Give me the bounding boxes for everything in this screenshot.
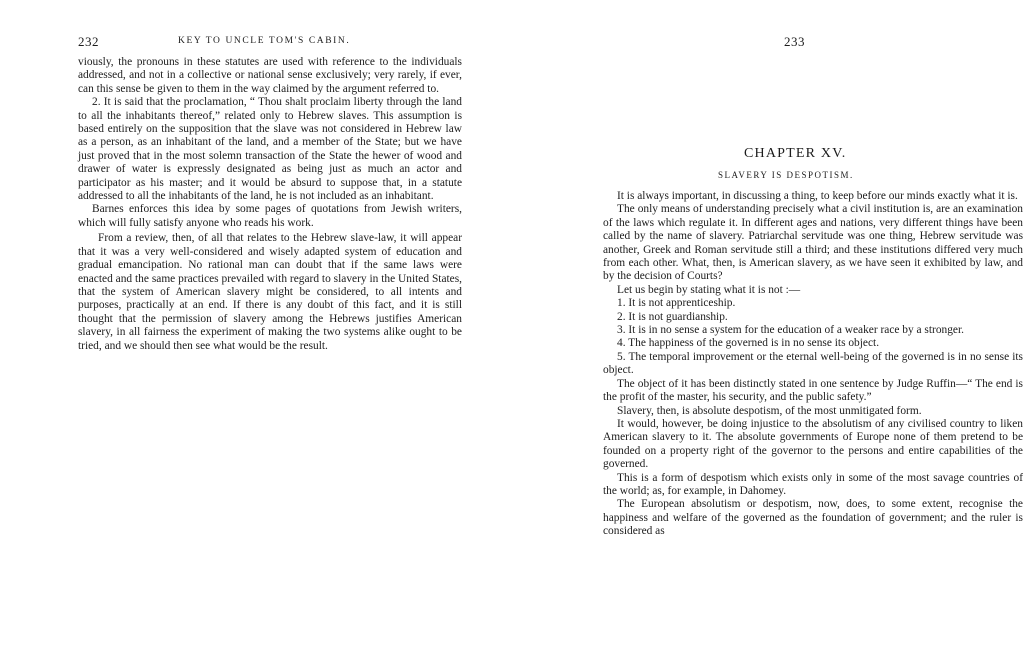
paragraph: It would, however, be doing injustice to the absolutism of any civilised country to liken American slavery to it. The absolute governments of Europe none of them pretend to be founded on a property right of the governor to the persons and entire capabilities of the governed.	[603, 417, 1023, 471]
list-item: 1. It is not apprenticeship.	[617, 297, 736, 310]
running-head: KEY TO UNCLE TOM'S CABIN.	[178, 36, 351, 46]
paragraph: Let us begin by stating what it is not :—	[617, 283, 801, 296]
list-item: 3. It is in no sense a system for the education of a weaker race by a stronger.	[617, 324, 964, 337]
paragraph: Slavery, then, is absolute despotism, of the most unmitigated form.	[617, 404, 922, 417]
paragraph: This is a form of despotism which exists only in some of the most savage countries of the world; as, for example, in Dahomey.	[603, 471, 1023, 497]
left-text-column	[78, 56, 462, 353]
list-item: 2. It is not guardianship.	[617, 310, 728, 323]
list-item: 4. The happiness of the governed is in no sense its object.	[617, 337, 880, 350]
chapter-subtitle: SLAVERY IS DESPOTISM.	[718, 170, 854, 180]
paragraph: It is always important, in discussing a thing, to keep before our minds exactly what it is.	[617, 190, 1018, 202]
right-page	[490, 0, 1023, 667]
paragraph: From a review, then, of all that relates to the Hebrew slave-law, it will appear that it was a very well-considered and wisely adapted system of education and gradual emancipation. No rational man can doubt that if the same laws were enacted and the same practices prevailed with regard to slavery in the United States, that the system of American slavery might be considered, to all intents and purposes, practically at an end. If there is any doubt of this fact, and it is still thought that the permission of slavery among the Hebrews justifies American slavery, in all fairness the experiment of making the two systems alike ought to be tried, and we should then see what would be the result.	[78, 232, 462, 352]
left-page	[0, 0, 490, 667]
paragraph: Barnes enforces this idea by some pages of quotations from Jewish writers, which will fully satisfy anyone who reads his work.	[78, 203, 462, 229]
right-text-column	[603, 190, 1023, 539]
list-item: 5. The temporal improvement or the eternal well-being of the governed is in no sense its object.	[603, 350, 1023, 377]
page-number: 233	[784, 34, 805, 49]
paragraph: The only means of understanding precisely what a civil institution is, are an examination of the laws which regulate it. In different ages and nations, very different things have been called by the name of slavery. Patriarchal servitude was one thing, Hebrew servitude was another, Greek and Roman servitude still a third; and these institutions differed very much from each other. What, then, is American slavery, as we have seen it exhibited by law, and by the decision of Courts?	[603, 203, 1023, 283]
paragraph: The European absolutism or despotism, now, does, to some extent, recognise the happiness and welfare of the governed as the foundation of government; and the ruler is considered as	[603, 498, 1023, 538]
paragraph: viously, the pronouns in these statutes are used with reference to the individuals addressed, and not in a collective or national sense exclusively; very rarely, if ever, can this sense be given to them in the way claimed by the argument referred to.	[78, 56, 462, 95]
paragraph: The object of it has been distinctly stated in one sentence by Judge Ruffin—“ The end is the profit of the master, his security, and the public safety.”	[603, 377, 1023, 404]
chapter-title: CHAPTER XV.	[744, 146, 847, 161]
paragraph: 2. It is said that the proclamation, “ Thou shalt proclaim liberty through the land to all the inhabitants thereof,” related only to Hebrew slaves. This assumption is based entirely on the supposition that the slave was not considered in Hebrew law as a person, as an inhabitant of the land, and a member of the State; but we have just proved that in the most solemn transaction of the State the hewer of wood and drawer of water is expressly designated as being just as much an actor and participator as his master; and it would be absurd to suppose that, in a statute addressed to all the inhabitants of the land, he is not included as an inhabitant.	[78, 96, 462, 203]
page-number: 232	[78, 34, 99, 49]
